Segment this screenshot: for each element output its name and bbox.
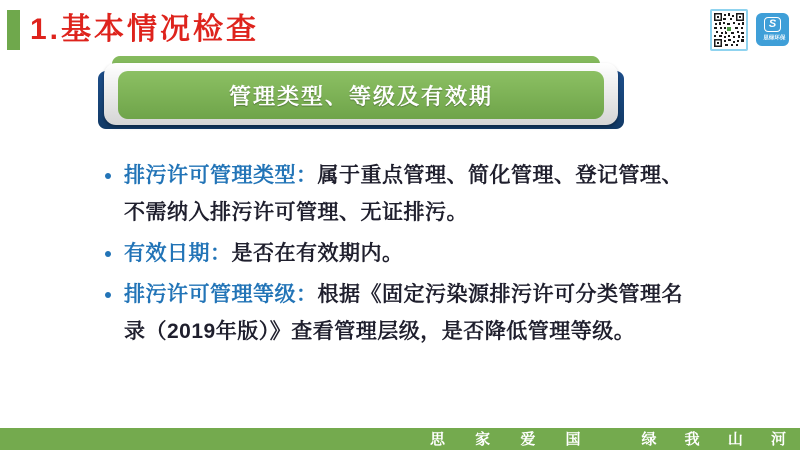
footer-slogan-right: 绿 我 山 河 [641, 431, 798, 448]
footer-slogan-left: 思 家 爱 国 [430, 431, 594, 448]
bullet-dot-icon [105, 173, 111, 179]
bullet-lead: 有效日期： [124, 242, 232, 265]
bullet-item-3 [100, 276, 692, 350]
section-banner-title: 管理类型、等级及有效期 [118, 71, 604, 119]
logo-s-icon: S [764, 17, 781, 32]
bullet-item-1 [100, 157, 692, 231]
bullet-text: 根据《固定污染源排污许可分类管理名录（2019年版）》查看管理层级，是否降低管理等级。 [124, 283, 683, 343]
slide-body [100, 157, 692, 354]
bullet-text: 属于重点管理、简化管理、登记管理、不需纳入排污许可管理、无证排污。 [124, 164, 683, 224]
company-logo [756, 13, 789, 46]
title-accent-bar [7, 10, 20, 50]
bullet-text: 是否在有效期内。 [231, 242, 404, 265]
bullet-dot-icon [105, 292, 111, 298]
bullet-dot-icon [105, 251, 111, 257]
bullet-lead: 排污许可管理类型： [124, 164, 318, 187]
logo-text: 思绿环保 [763, 35, 786, 42]
footer-bar [0, 428, 800, 450]
page-title: 1.基本情况检查 [30, 13, 260, 46]
bullet-item-2 [100, 235, 692, 272]
bullet-lead: 排污许可管理等级： [124, 283, 318, 306]
qr-code-icon [710, 9, 748, 51]
